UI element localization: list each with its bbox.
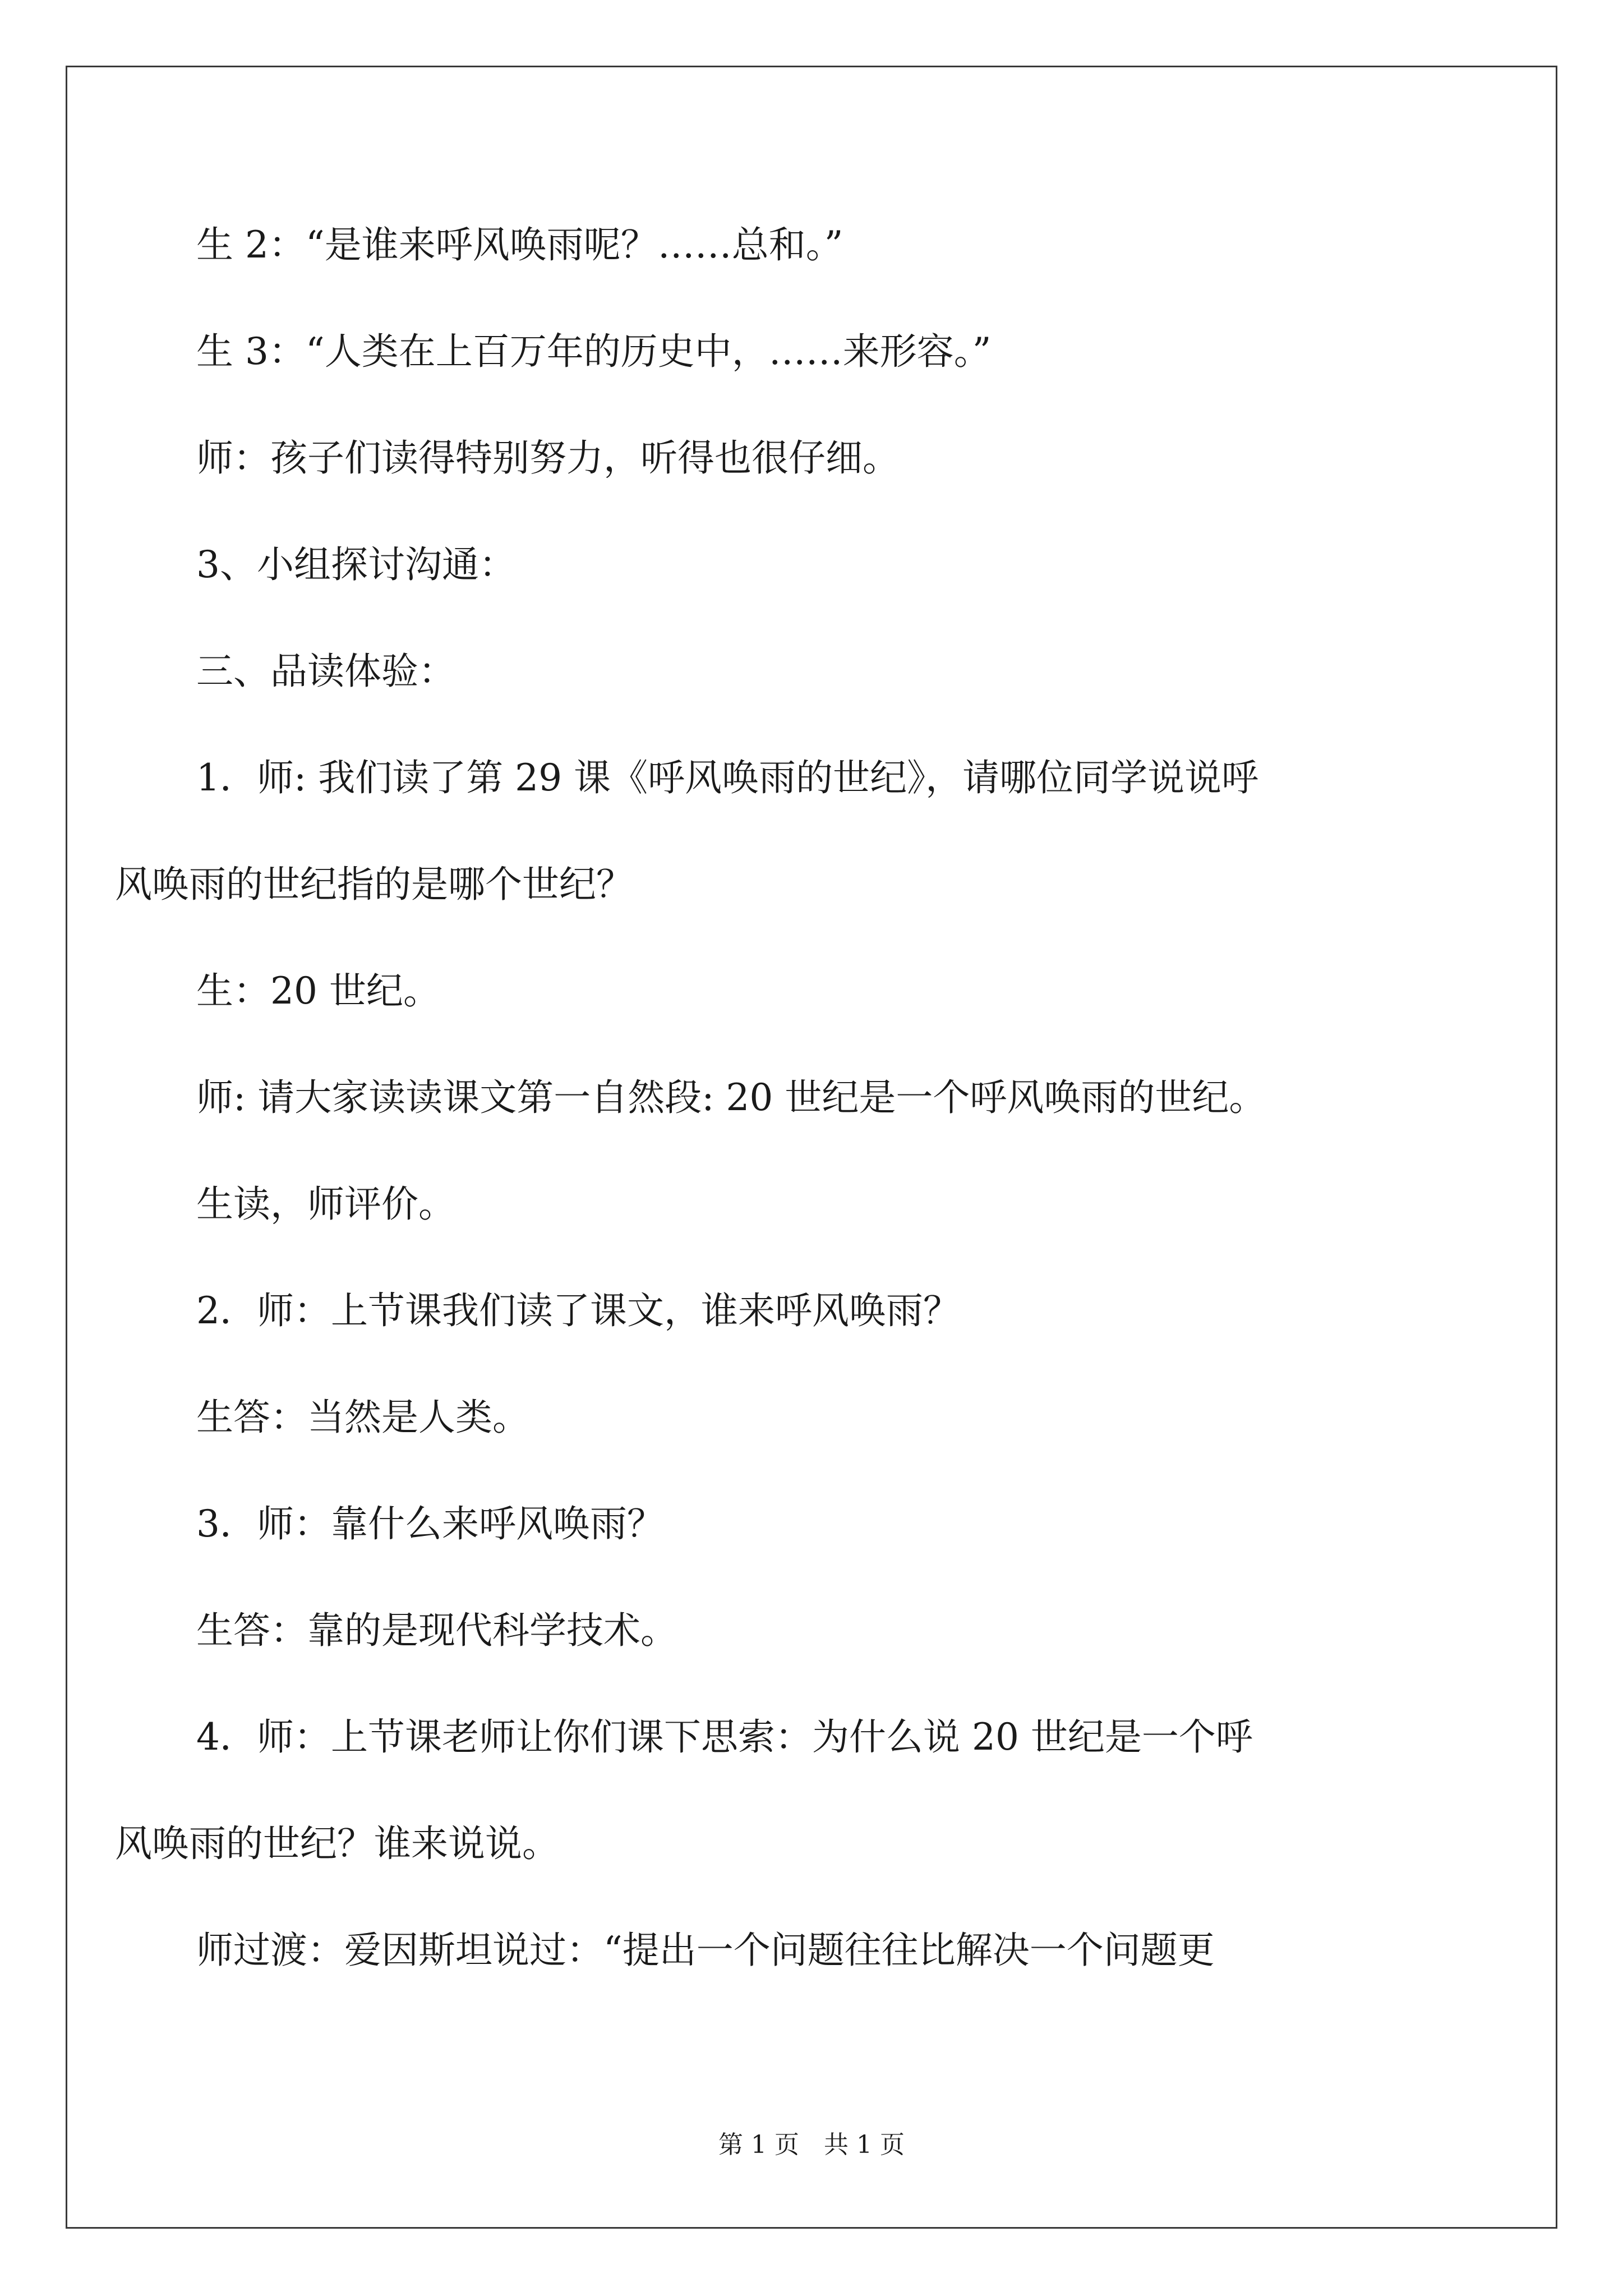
section-heading: 三、品读体验： bbox=[196, 650, 455, 693]
paragraph-line: 1．师: 我们读了第 29 课《呼风唤雨的世纪》，请哪位同学说说呼 bbox=[196, 756, 1259, 799]
paragraph-line: 生：20 世纪。 bbox=[196, 969, 440, 1013]
paragraph-line: 生答：当然是人类。 bbox=[196, 1396, 529, 1439]
paragraph-line: 师：孩子们读得特别努力，听得也很仔细。 bbox=[196, 436, 900, 480]
document-body bbox=[115, 219, 1430, 2031]
paragraph-line: 3．师：靠什么来呼风唤雨？ bbox=[196, 1502, 664, 1545]
paragraph-line: 生答：靠的是现代科学技术。 bbox=[196, 1609, 677, 1652]
paragraph-continuation: 风唤雨的世纪指的是哪个世纪？ bbox=[115, 863, 633, 906]
paragraph-line: 生 3：“人类在上百万年的历史中，……来形容。” bbox=[196, 330, 992, 373]
paragraph-line: 生 2：“是谁来呼风唤雨呢？……总和。” bbox=[196, 223, 843, 266]
paragraph-line: 师: 请大家读读课文第一自然段: 20 世纪是一个呼风唤雨的世纪。 bbox=[196, 1076, 1266, 1119]
paragraph-line: 4．师：上节课老师让你们课下思索：为什么说 20 世纪是一个呼 bbox=[196, 1715, 1253, 1759]
paragraph-line: 3、小组探讨沟通： bbox=[196, 543, 516, 586]
page-number-label: 第 1 页 共 1 页 bbox=[718, 2131, 905, 2159]
paragraph-line: 2．师：上节课我们读了课文，谁来呼风唤雨？ bbox=[196, 1289, 960, 1332]
paragraph-line: 生读，师评价。 bbox=[196, 1182, 455, 1226]
paragraph-line: 师过渡：爱因斯坦说过：“提出一个问题往往比解决一个问题更 bbox=[196, 1929, 1215, 1972]
page-footer bbox=[0, 2129, 1623, 2161]
paragraph-continuation: 风唤雨的世纪？谁来说说。 bbox=[115, 1822, 559, 1865]
